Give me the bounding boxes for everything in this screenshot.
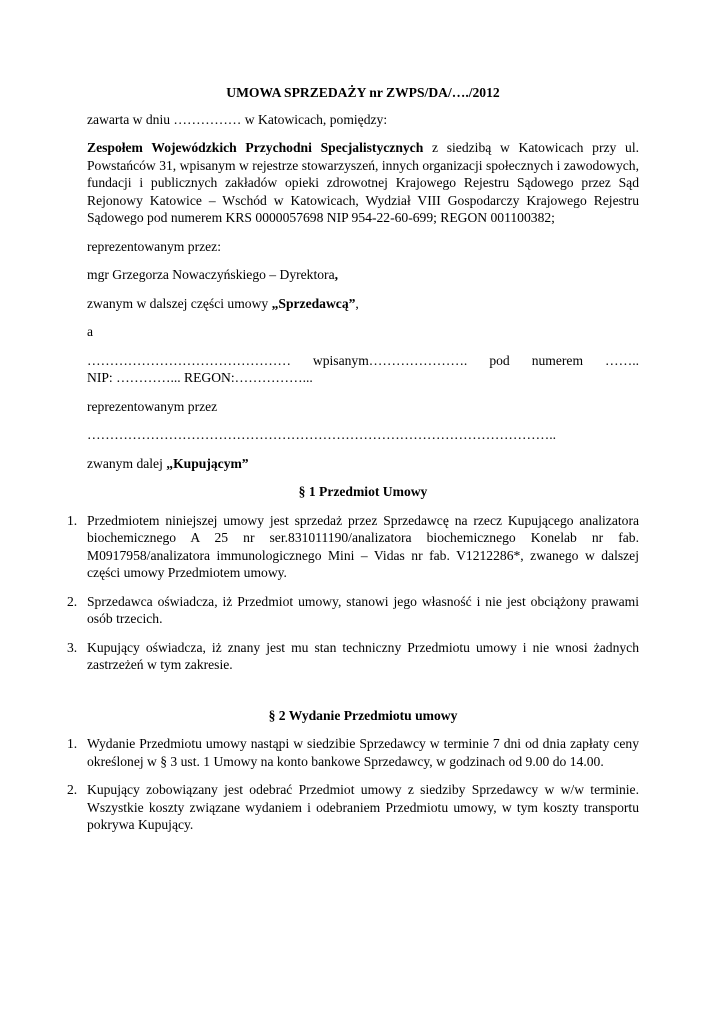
section-2-list [67, 735, 639, 834]
section-1-list [67, 512, 639, 674]
buyer-number-blank: …….. [605, 352, 639, 368]
representative-name: mgr Grzegorza Nowaczyńskiego – Dyrektora [87, 267, 335, 282]
buyer-called-name: „Kupującym” [166, 455, 249, 471]
item-number: 1. [67, 736, 78, 751]
seller-represented-label: reprezentowanym przez: [87, 238, 221, 254]
seller-called-suffix: , [355, 295, 359, 311]
buyer-pod: pod [489, 352, 510, 368]
contract-page [67, 84, 639, 845]
item-text: Wydanie Przedmiotu umowy nastąpi w siedzibie Sprzedawcy w terminie 7 dni od dnia zapłaty ceny określonej w § 3 ust. 1 Umowy na konto bankowe Sprzedawcy, w godzinach od 9.00 do 14.00. [87, 736, 639, 769]
seller-paragraph [87, 139, 639, 227]
buyer-line-1 [87, 352, 639, 370]
item-text: Przedmiotem niniejszej umowy jest sprzedaż przez Sprzedawcę na rzecz Kupującego analizatora biochemicznego A 25 nr ser.831011190/analizatora biochemicznego Konelab nr fab. M0917958/analizatora immunologicznego Mini – Vidas nr fab. V1212286*, zwanego w dalszej części umowy Przedmiotem umowy. [87, 512, 639, 580]
item-number: 1. [67, 512, 78, 528]
intro-line: zawarta w dniu …………… w Katowicach, pomiędzy: [87, 111, 388, 127]
seller-name: Zespołem Wojewódzkich Przychodni Specjalistycznych [87, 140, 424, 155]
document-title: UMOWA SPRZEDAŻY nr ZWPS/DA/…./2012 [226, 85, 500, 100]
item-number: 2. [67, 782, 78, 797]
list-item [67, 735, 639, 770]
item-number: 2. [67, 593, 78, 609]
buyer-line-2: NIP: …………... REGON:……………... [87, 370, 313, 385]
and-word: a [87, 324, 94, 339]
representative-comma: , [334, 267, 339, 282]
buyer-called-prefix: zwanym dalej [87, 455, 167, 471]
item-number: 3. [67, 639, 78, 655]
list-item [67, 512, 639, 582]
buyer-called [87, 455, 639, 473]
item-text: Kupujący oświadcza, iż znany jest mu stan techniczny Przedmiotu umowy i nie wnosi żadnych zastrzeżeń w tym zakresie. [87, 639, 639, 672]
seller-details: z siedzibą w Katowicach przy ul. Powstańców 31, wpisanym w rejestrze stowarzyszeń, innych organizacji społecznych i zawodowych, fundacji i publicznych zakładów opieki zdrowotnej Krajowego Rejestru Sądowego przez Sąd Rejonowy Katowice – Wschód w Katowicach, Wydział VIII Gospodarczy Krajowego Rejestru Sądowego pod numerem KRS 0000057698 NIP 954-22-60-699; REGON 001100382; [87, 140, 639, 225]
buyer-register-blank: wpisanym…………………. [312, 352, 468, 368]
seller-representative [87, 266, 639, 284]
section-1-heading: § 1 Przedmiot Umowy [298, 484, 428, 499]
list-item [67, 593, 639, 628]
list-item [67, 639, 639, 674]
buyer-represented-label: reprezentowanym przez [87, 398, 218, 414]
list-item [67, 781, 639, 834]
item-text: Kupujący zobowiązany jest odebrać Przedmiot umowy z siedziby Sprzedawcy w w/w terminie. Wszystkie koszty związane wydaniem i odebraniem Przedmiotu umowy, w tym koszty transportu pokrywa Kupujący. [87, 782, 639, 832]
seller-called-name: „Sprzedawcą” [271, 295, 356, 311]
buyer-represented-dots: ………………………………………………………………………………………….. [87, 427, 556, 442]
section-2-heading: § 2 Wydanie Przedmiotu umowy [268, 707, 458, 723]
buyer-name-blank: ……………………………………… [87, 352, 291, 368]
seller-called [87, 295, 639, 313]
item-text: Sprzedawca oświadcza, iż Przedmiot umowy, stanowi jego własność i nie jest obciążony prawami osób trzecich. [87, 593, 639, 626]
buyer-block [87, 352, 639, 387]
seller-called-prefix: zwanym w dalszej części umowy [87, 295, 272, 311]
buyer-numerem: numerem [531, 352, 584, 368]
